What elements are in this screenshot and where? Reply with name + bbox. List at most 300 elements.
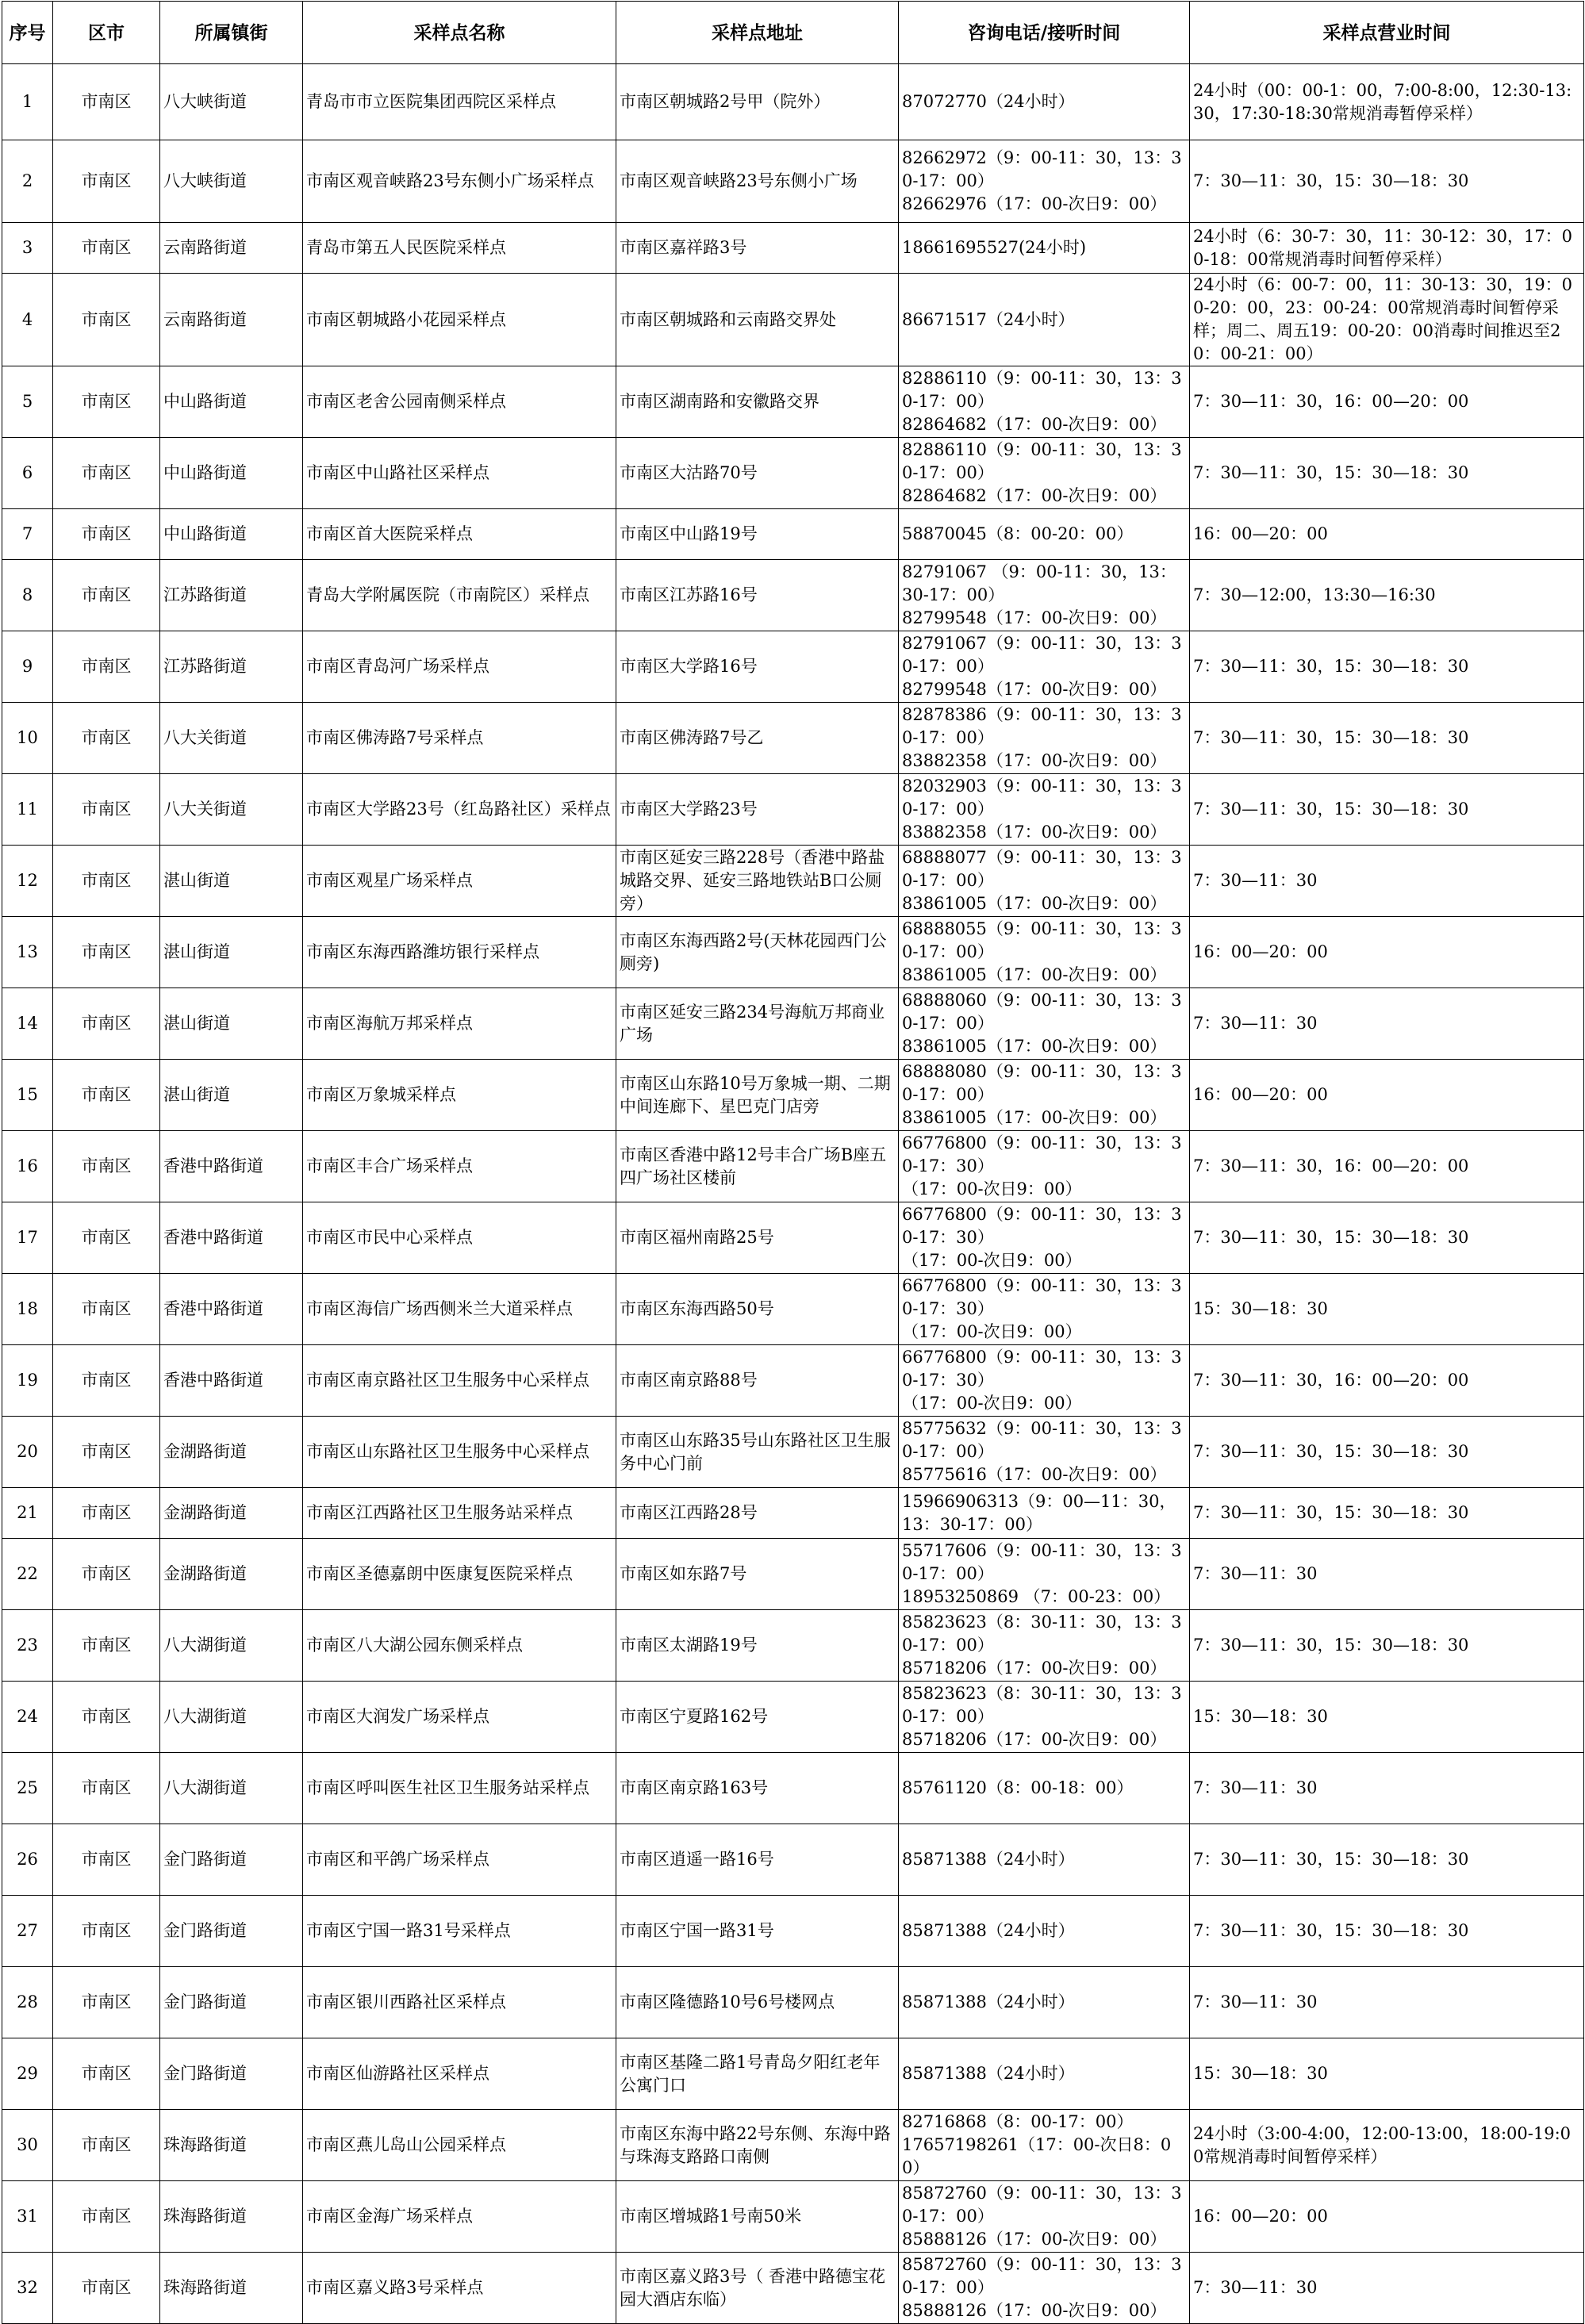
cell-phone-hours [899,1060,1190,1131]
cell-no: 1 [2,64,53,140]
cell-no: 20 [2,1417,53,1488]
cell-business-hours: 7：30—11：30 [1190,2253,1584,2324]
cell-site-name: 市南区观星广场采样点 [303,846,616,917]
phone-line: 68888055（9：00-11：30，13：30-17：00） [902,919,1182,961]
cell-business-hours: 15：30—18：30 [1190,2038,1584,2110]
cell-business-hours: 24小时（6：00-7：00，11：30-13：30，19：00-20：00，23：00-24：00常规消毒时间暂停采样；周二、周五19：00-20：00消毒时间推迟至20：00-21：00） [1190,274,1584,366]
cell-site-name: 市南区观音峡路23号东侧小广场采样点 [303,140,616,223]
cell-phone-hours [899,1753,1190,1824]
header-no: 序号 [2,2,53,64]
table-row [2,1967,1584,2038]
cell-site-address: 市南区宁夏路162号 [616,1682,899,1753]
cell-site-address: 市南区宁国一路31号 [616,1896,899,1967]
cell-phone-hours [899,774,1190,846]
phone-line: 85871388（24小时） [902,1921,1075,1940]
cell-site-address: 市南区山东路10号万象城一期、二期中间连廊下、星巴克门店旁 [616,1060,899,1131]
phone-line: 87072770（24小时） [902,92,1075,111]
cell-site-name: 市南区银川西路社区采样点 [303,1967,616,2038]
cell-site-address: 市南区大学路16号 [616,631,899,703]
cell-site-address: 市南区基隆二路1号青岛夕阳红老年公寓门口 [616,2038,899,2110]
cell-site-name: 市南区大学路23号（红岛路社区）采样点 [303,774,616,846]
phone-line: 83861005（17：00-次日9：00） [902,965,1167,984]
cell-site-address: 市南区湖南路和安徽路交界 [616,366,899,438]
cell-street: 八大关街道 [160,774,303,846]
cell-site-address: 市南区隆德路10号6号楼网点 [616,1967,899,2038]
phone-line: 83882358（17：00-次日9：00） [902,823,1167,842]
table-row [2,366,1584,438]
cell-no: 23 [2,1610,53,1682]
cell-district: 市南区 [53,2181,160,2253]
cell-no: 2 [2,140,53,223]
phone-line: 58870045（8：00-20：00） [902,524,1134,543]
table-row [2,438,1584,509]
phone-line: 85888126（17：00-次日9：00） [902,2230,1167,2249]
cell-phone-hours [899,917,1190,988]
cell-business-hours: 7：30—11：30，15：30—18：30 [1190,703,1584,774]
cell-site-address: 市南区南京路163号 [616,1753,899,1824]
phone-line: 85718206（17：00-次日9：00） [902,1730,1167,1749]
cell-phone-hours [899,2038,1190,2110]
cell-phone-hours [899,846,1190,917]
cell-site-name: 市南区燕儿岛山公园采样点 [303,2110,616,2181]
cell-street: 香港中路街道 [160,1274,303,1345]
phone-line: 18953250869 （7：00-23：00） [902,1587,1171,1606]
phone-line: 82716868（8：00-17：00） [902,2112,1134,2131]
cell-district: 市南区 [53,274,160,366]
cell-street: 珠海路街道 [160,2110,303,2181]
cell-business-hours: 7：30—11：30 [1190,1753,1584,1824]
phone-line: 66776800（9：00-11：30，13：30-17：30） [902,1276,1182,1318]
header-street: 所属镇街 [160,2,303,64]
cell-street: 云南路街道 [160,223,303,274]
phone-line: （17：00-次日9：00） [902,1322,1082,1341]
cell-site-address: 市南区大学路23号 [616,774,899,846]
cell-site-address: 市南区太湖路19号 [616,1610,899,1682]
phone-line: 85761120（8：00-18：00） [902,1778,1134,1797]
cell-street: 珠海路街道 [160,2181,303,2253]
cell-no: 29 [2,2038,53,2110]
cell-business-hours: 24小时（00：00-1：00，7:00-8:00，12:30-13:30，17:30-18:30常规消毒暂停采样） [1190,64,1584,140]
cell-street: 湛山街道 [160,846,303,917]
cell-site-name: 市南区山东路社区卫生服务中心采样点 [303,1417,616,1488]
cell-district: 市南区 [53,917,160,988]
phone-line: 83882358（17：00-次日9：00） [902,751,1167,770]
cell-site-address: 市南区如东路7号 [616,1539,899,1610]
phone-line: 15966906313（9：00—11：30，13：30-17：00） [902,1491,1176,1534]
cell-street: 八大湖街道 [160,1682,303,1753]
cell-phone-hours [899,274,1190,366]
cell-site-name: 市南区海信广场西侧米兰大道采样点 [303,1274,616,1345]
cell-site-name: 市南区八大湖公园东侧采样点 [303,1610,616,1682]
cell-site-address: 市南区延安三路228号（香港中路盐城路交界、延安三路地铁站B口公厕旁） [616,846,899,917]
table-row [2,2038,1584,2110]
sampling-sites-sheet [2,1,1583,2324]
table-row [2,988,1584,1060]
cell-street: 金湖路街道 [160,1417,303,1488]
cell-phone-hours [899,140,1190,223]
cell-no: 22 [2,1539,53,1610]
sampling-sites-table [2,1,1584,2324]
cell-no: 13 [2,917,53,988]
phone-line: 85871388（24小时） [902,1992,1075,2011]
cell-business-hours: 16：00—20：00 [1190,2181,1584,2253]
cell-site-name: 市南区万象城采样点 [303,1060,616,1131]
table-row [2,2253,1584,2324]
cell-district: 市南区 [53,223,160,274]
cell-site-address: 市南区东海西路2号(天林花园西门公厕旁) [616,917,899,988]
cell-street: 八大峡街道 [160,140,303,223]
header-phone-hours: 咨询电话/接听时间 [899,2,1190,64]
cell-district: 市南区 [53,988,160,1060]
cell-site-address: 市南区佛涛路7号乙 [616,703,899,774]
table-row [2,1610,1584,1682]
cell-site-name: 市南区东海西路潍坊银行采样点 [303,917,616,988]
phone-line: 66776800（9：00-11：30，13：30-17：30） [902,1205,1182,1247]
cell-phone-hours [899,703,1190,774]
cell-business-hours: 7：30—11：30，15：30—18：30 [1190,1417,1584,1488]
cell-street: 金门路街道 [160,2038,303,2110]
phone-line: 85775616（17：00-次日9：00） [902,1465,1167,1484]
header-row [2,2,1584,64]
cell-site-name: 市南区佛涛路7号采样点 [303,703,616,774]
cell-no: 16 [2,1131,53,1202]
cell-district: 市南区 [53,1896,160,1967]
cell-no: 6 [2,438,53,509]
cell-site-name: 市南区市民中心采样点 [303,1202,616,1274]
phone-line: 82032903（9：00-11：30，13：30-17：00） [902,777,1182,819]
cell-district: 市南区 [53,1539,160,1610]
cell-street: 八大湖街道 [160,1610,303,1682]
cell-site-name: 市南区大润发广场采样点 [303,1682,616,1753]
phone-line: 82791067 （9：00-11：30，13：30-17：00） [902,562,1176,604]
table-row [2,631,1584,703]
cell-district: 市南区 [53,1610,160,1682]
phone-line: 82799548（17：00-次日9：00） [902,680,1167,699]
cell-phone-hours [899,560,1190,631]
cell-phone-hours [899,1488,1190,1539]
phone-line: 17657198261（17：00-次日8：00） [902,2135,1172,2177]
phone-line: 85871388（24小时） [902,2064,1075,2083]
cell-phone-hours [899,2253,1190,2324]
phone-line: 83861005（17：00-次日9：00） [902,1108,1167,1127]
cell-phone-hours [899,223,1190,274]
phone-line: 82662976（17：00-次日9：00） [902,194,1167,213]
cell-phone-hours [899,1202,1190,1274]
phone-line: 82878386（9：00-11：30，13：30-17：00） [902,705,1182,747]
cell-district: 市南区 [53,1060,160,1131]
phone-line: 85872760（9：00-11：30，13：30-17：00） [902,2184,1182,2226]
table-row [2,1060,1584,1131]
phone-line: 55717606（9：00-11：30，13：30-17：00） [902,1541,1182,1583]
cell-site-name: 市南区嘉义路3号采样点 [303,2253,616,2324]
cell-street: 湛山街道 [160,917,303,988]
phone-line: 68888060（9：00-11：30，13：30-17：00） [902,991,1182,1033]
cell-district: 市南区 [53,1417,160,1488]
cell-site-address: 市南区中山路19号 [616,509,899,560]
phone-line: 68888080（9：00-11：30，13：30-17：00） [902,1062,1182,1104]
cell-site-address: 市南区福州南路25号 [616,1202,899,1274]
cell-business-hours: 15：30—18：30 [1190,1682,1584,1753]
cell-site-address: 市南区嘉义路3号（ 香港中路德宝花园大酒店东临） [616,2253,899,2324]
cell-business-hours: 7：30—11：30，15：30—18：30 [1190,438,1584,509]
cell-business-hours: 7：30—11：30，15：30—18：30 [1190,1610,1584,1682]
cell-business-hours: 24小时（3:00-4:00，12:00-13:00，18:00-19:00常规消毒时间暂停采样） [1190,2110,1584,2181]
cell-business-hours: 7：30—11：30，15：30—18：30 [1190,1202,1584,1274]
cell-business-hours: 7：30—12:00，13:30—16:30 [1190,560,1584,631]
phone-line: 85718206（17：00-次日9：00） [902,1659,1167,1678]
table-body [2,64,1584,2324]
cell-no: 3 [2,223,53,274]
table-row [2,64,1584,140]
cell-street: 江苏路街道 [160,631,303,703]
cell-business-hours: 7：30—11：30 [1190,1539,1584,1610]
cell-district: 市南区 [53,2038,160,2110]
cell-phone-hours [899,509,1190,560]
cell-site-address: 市南区朝城路和云南路交界处 [616,274,899,366]
cell-business-hours: 7：30—11：30，15：30—18：30 [1190,774,1584,846]
cell-street: 香港中路街道 [160,1202,303,1274]
cell-site-name: 市南区丰合广场采样点 [303,1131,616,1202]
cell-street: 中山路街道 [160,438,303,509]
table-row [2,1539,1584,1610]
table-row [2,1896,1584,1967]
cell-business-hours: 24小时（6：30-7：30，11：30-12：30，17：00-18：00常规消毒时间暂停采样） [1190,223,1584,274]
cell-district: 市南区 [53,140,160,223]
cell-site-name: 市南区海航万邦采样点 [303,988,616,1060]
cell-site-name: 市南区和平鸽广场采样点 [303,1824,616,1896]
cell-site-address: 市南区香港中路12号丰合广场B座五四广场社区楼前 [616,1131,899,1202]
cell-no: 8 [2,560,53,631]
cell-district: 市南区 [53,846,160,917]
cell-district: 市南区 [53,366,160,438]
cell-business-hours: 7：30—11：30，16：00—20：00 [1190,1131,1584,1202]
cell-phone-hours [899,988,1190,1060]
cell-no: 28 [2,1967,53,2038]
cell-phone-hours [899,64,1190,140]
cell-district: 市南区 [53,1488,160,1539]
cell-no: 25 [2,1753,53,1824]
table-row [2,2181,1584,2253]
phone-line: 85823623（8：30-11：30，13：30-17：00） [902,1613,1182,1655]
phone-line: 66776800（9：00-11：30，13：30-17：30） [902,1133,1182,1175]
cell-business-hours: 7：30—11：30，16：00—20：00 [1190,366,1584,438]
cell-phone-hours [899,1417,1190,1488]
cell-no: 17 [2,1202,53,1274]
cell-district: 市南区 [53,1967,160,2038]
cell-site-address: 市南区大沽路70号 [616,438,899,509]
cell-no: 5 [2,366,53,438]
phone-line: 68888077（9：00-11：30，13：30-17：00） [902,848,1182,890]
cell-no: 32 [2,2253,53,2324]
cell-site-name: 市南区朝城路小花园采样点 [303,274,616,366]
table-row [2,1488,1584,1539]
cell-district: 市南区 [53,703,160,774]
cell-district: 市南区 [53,509,160,560]
cell-site-address: 市南区逍遥一路16号 [616,1824,899,1896]
cell-district: 市南区 [53,560,160,631]
table-row [2,917,1584,988]
cell-district: 市南区 [53,2110,160,2181]
table-row [2,1274,1584,1345]
cell-business-hours: 7：30—11：30，15：30—18：30 [1190,1824,1584,1896]
cell-site-name: 市南区仙游路社区采样点 [303,2038,616,2110]
header-district: 区市 [53,2,160,64]
phone-line: 85823623（8：30-11：30，13：30-17：00） [902,1684,1182,1726]
phone-line: 86671517（24小时） [902,309,1075,329]
cell-business-hours: 7：30—11：30，16：00—20：00 [1190,1345,1584,1417]
header-site-address: 采样点地址 [616,2,899,64]
cell-site-name: 市南区青岛河广场采样点 [303,631,616,703]
table-row [2,560,1584,631]
table-row [2,1345,1584,1417]
cell-site-address: 市南区山东路35号山东路社区卫生服务中心门前 [616,1417,899,1488]
cell-street: 湛山街道 [160,1060,303,1131]
phone-line: 82864682（17：00-次日9：00） [902,415,1167,434]
cell-phone-hours [899,631,1190,703]
cell-site-address: 市南区东海西路50号 [616,1274,899,1345]
table-row [2,509,1584,560]
cell-street: 金湖路街道 [160,1539,303,1610]
cell-business-hours: 7：30—11：30，15：30—18：30 [1190,1896,1584,1967]
cell-business-hours: 7：30—11：30 [1190,1967,1584,2038]
cell-site-address: 市南区嘉祥路3号 [616,223,899,274]
header-site-name: 采样点名称 [303,2,616,64]
table-row [2,1824,1584,1896]
cell-no: 10 [2,703,53,774]
phone-line: 18661695527(24小时) [902,238,1087,257]
cell-site-address: 市南区观音峡路23号东侧小广场 [616,140,899,223]
cell-business-hours: 7：30—11：30，15：30—18：30 [1190,631,1584,703]
cell-site-name: 市南区宁国一路31号采样点 [303,1896,616,1967]
cell-business-hours: 16：00—20：00 [1190,917,1584,988]
cell-district: 市南区 [53,64,160,140]
table-row [2,703,1584,774]
table-row [2,2110,1584,2181]
cell-site-name: 市南区江西路社区卫生服务站采样点 [303,1488,616,1539]
phone-line: 83861005（17：00-次日9：00） [902,1037,1167,1056]
cell-site-address: 市南区南京路88号 [616,1345,899,1417]
phone-line: （17：00-次日9：00） [902,1179,1082,1198]
cell-street: 金门路街道 [160,1896,303,1967]
cell-site-address: 市南区延安三路234号海航万邦商业广场 [616,988,899,1060]
cell-business-hours: 7：30—11：30 [1190,988,1584,1060]
cell-district: 市南区 [53,1274,160,1345]
cell-street: 香港中路街道 [160,1131,303,1202]
phone-line: 82886110（9：00-11：30，13：30-17：00） [902,440,1182,482]
cell-phone-hours [899,1824,1190,1896]
cell-district: 市南区 [53,631,160,703]
cell-site-name: 市南区南京路社区卫生服务中心采样点 [303,1345,616,1417]
cell-no: 7 [2,509,53,560]
cell-business-hours: 16：00—20：00 [1190,509,1584,560]
cell-no: 15 [2,1060,53,1131]
cell-business-hours: 15：30—18：30 [1190,1274,1584,1345]
cell-street: 金湖路街道 [160,1488,303,1539]
phone-line: 82799548（17：00-次日9：00） [902,608,1167,627]
header-business-hours: 采样点营业时间 [1190,2,1584,64]
cell-no: 11 [2,774,53,846]
table-row [2,1753,1584,1824]
phone-line: 85888126（17：00-次日9：00） [902,2301,1167,2320]
cell-site-name: 市南区圣德嘉朗中医康复医院采样点 [303,1539,616,1610]
cell-site-name: 青岛市市立医院集团西院区采样点 [303,64,616,140]
cell-district: 市南区 [53,1345,160,1417]
table-row [2,223,1584,274]
cell-district: 市南区 [53,774,160,846]
cell-phone-hours [899,1610,1190,1682]
phone-line: 85872760（9：00-11：30，13：30-17：00） [902,2255,1182,2297]
phone-line: 66776800（9：00-11：30，13：30-17：30） [902,1348,1182,1390]
cell-phone-hours [899,1131,1190,1202]
cell-business-hours: 7：30—11：30，15：30—18：30 [1190,1488,1584,1539]
table-row [2,774,1584,846]
cell-site-name: 青岛大学附属医院（市南院区）采样点 [303,560,616,631]
cell-street: 金门路街道 [160,1824,303,1896]
cell-street: 江苏路街道 [160,560,303,631]
phone-line: 83861005（17：00-次日9：00） [902,894,1167,913]
cell-no: 12 [2,846,53,917]
cell-street: 八大湖街道 [160,1753,303,1824]
phone-line: 82791067（9：00-11：30，13：30-17：00） [902,634,1182,676]
cell-site-address: 市南区江苏路16号 [616,560,899,631]
cell-phone-hours [899,1539,1190,1610]
cell-street: 香港中路街道 [160,1345,303,1417]
cell-phone-hours [899,2181,1190,2253]
table-row [2,1202,1584,1274]
cell-street: 珠海路街道 [160,2253,303,2324]
table-row [2,1131,1584,1202]
cell-district: 市南区 [53,1824,160,1896]
cell-site-address: 市南区朝城路2号甲（院外） [616,64,899,140]
cell-site-address: 市南区东海中路22号东侧、东海中路与珠海支路路口南侧 [616,2110,899,2181]
cell-district: 市南区 [53,2253,160,2324]
cell-site-name: 市南区呼叫医生社区卫生服务站采样点 [303,1753,616,1824]
table-row [2,1682,1584,1753]
cell-district: 市南区 [53,1682,160,1753]
cell-no: 27 [2,1896,53,1967]
phone-line: 82662972（9：00-11：30，13：30-17：00） [902,148,1182,190]
cell-phone-hours [899,1345,1190,1417]
cell-phone-hours [899,1682,1190,1753]
table-row [2,140,1584,223]
cell-no: 14 [2,988,53,1060]
cell-no: 9 [2,631,53,703]
cell-street: 云南路街道 [160,274,303,366]
cell-district: 市南区 [53,1753,160,1824]
cell-no: 26 [2,1824,53,1896]
phone-line: 85871388（24小时） [902,1850,1075,1869]
cell-site-address: 市南区增城路1号南50米 [616,2181,899,2253]
phone-line: （17：00-次日9：00） [902,1251,1082,1270]
table-row [2,1417,1584,1488]
cell-site-name: 市南区老舍公园南侧采样点 [303,366,616,438]
cell-street: 湛山街道 [160,988,303,1060]
cell-district: 市南区 [53,1131,160,1202]
cell-phone-hours [899,366,1190,438]
cell-no: 21 [2,1488,53,1539]
cell-site-name: 市南区首大医院采样点 [303,509,616,560]
cell-phone-hours [899,1274,1190,1345]
cell-site-name: 市南区金海广场采样点 [303,2181,616,2253]
phone-line: 82886110（9：00-11：30，13：30-17：00） [902,369,1182,411]
phone-line: 85775632（9：00-11：30，13：30-17：00） [902,1419,1182,1461]
phone-line: 82864682（17：00-次日9：00） [902,486,1167,505]
cell-street: 金门路街道 [160,1967,303,2038]
cell-no: 4 [2,274,53,366]
cell-site-name: 青岛市第五人民医院采样点 [303,223,616,274]
cell-no: 19 [2,1345,53,1417]
cell-phone-hours [899,1896,1190,1967]
